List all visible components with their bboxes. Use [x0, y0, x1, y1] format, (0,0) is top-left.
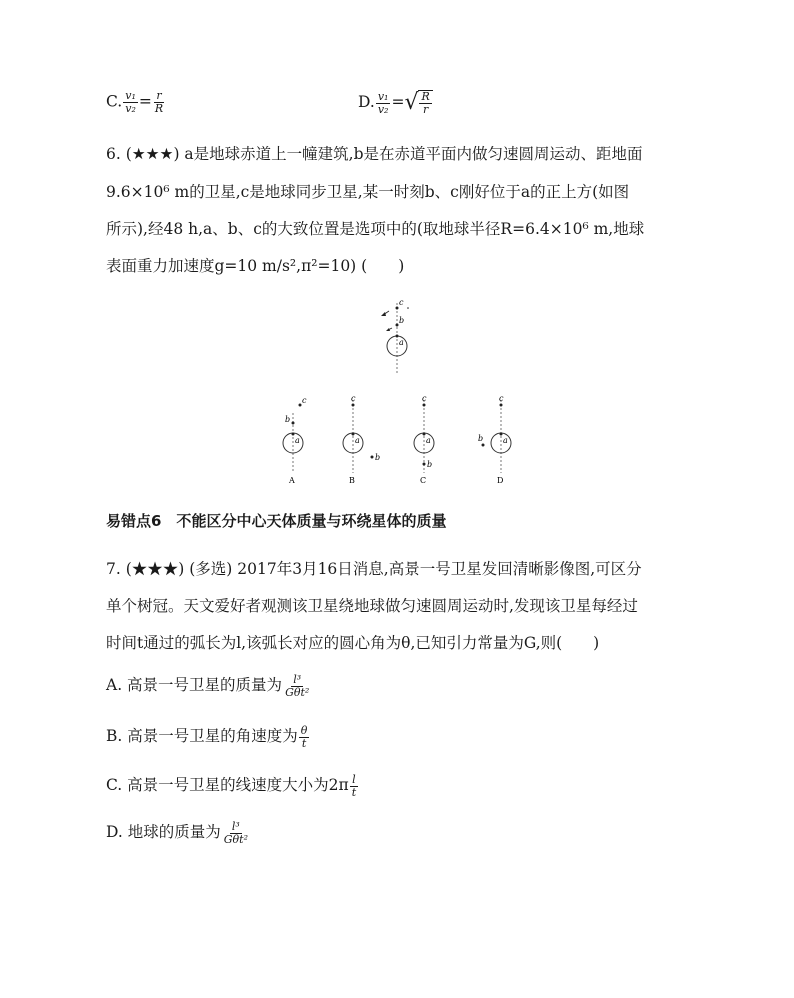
- svg-text:c: c: [399, 298, 404, 307]
- svg-text:b: b: [399, 316, 405, 325]
- option-b-diagram: [343, 394, 380, 485]
- q7-option-a: A. 高景一号卫星的质量为 $\frac{\text{l³}}{\text{Gθt²}}$: [106, 672, 310, 699]
- q7-line-1: 7. (★★★) (多选) 2017年3月16日消息,高景一号卫星发回清晰影像图,可区分: [106, 560, 642, 578]
- q7-line-2: 单个树冠。天文爱好者观测该卫星绕地球做匀速圆周运动时,发现该卫星每经过: [106, 597, 638, 615]
- svg-text:b: b: [427, 460, 433, 469]
- fraction: $\frac{\text{l³}}{\text{Gθt²}}$: [285, 672, 310, 699]
- svg-text:a: a: [295, 436, 300, 445]
- svg-text:B: B: [349, 476, 355, 485]
- option-c-prev: C. $\frac{\text{v₁}}{\text{v₂}}$ = $\frac{r}{R}$: [106, 89, 164, 115]
- sqrt-expression: √ $\frac{R}{r}$: [404, 90, 432, 116]
- fraction: $\frac{l}{t}$: [351, 772, 357, 799]
- option-d-prev: D. $\frac{\text{v₁}}{\text{v₂}}$ = √ $\frac{R}{r}$: [358, 90, 433, 116]
- q6-line-1: 6. (★★★) a是地球赤道上一幢建筑,b是在赤道平面内做匀速圆周运动、距地面: [106, 145, 643, 163]
- q6-line-4: 表面重力加速度g=10 m/s²,π²=10) ( ): [106, 257, 405, 275]
- section-heading: 易错点6 不能区分中心天体质量与环绕星体的质量: [106, 512, 447, 530]
- svg-text:c: c: [302, 396, 307, 405]
- svg-text:C: C: [420, 476, 427, 485]
- point-b: [423, 463, 426, 466]
- q6-line-3: 所示),经48 h,a、b、c的大致位置是选项中的(取地球半径R=6.4×10⁶ m,地球: [106, 220, 645, 238]
- svg-text:c: c: [422, 394, 427, 403]
- point-c: [352, 404, 355, 407]
- point-b: [292, 422, 295, 425]
- svg-text:a: a: [426, 436, 431, 445]
- option-a-diagram: [283, 396, 307, 485]
- ratio-fraction: $\frac{\text{v₁}}{\text{v₂}}$: [377, 89, 389, 116]
- svg-text:a: a: [355, 436, 360, 445]
- svg-text:D: D: [497, 476, 504, 485]
- point-c: [500, 404, 503, 407]
- svg-text:c: c: [351, 394, 356, 403]
- svg-text:c: c: [499, 394, 504, 403]
- result-fraction: $\frac{r}{R}$: [154, 89, 164, 115]
- q7-option-b: B. 高景一号卫星的角速度为 $\frac{\theta}{t}$: [106, 723, 308, 750]
- ratio-fraction: $\frac{\text{v₁}}{\text{v₂}}$: [125, 89, 136, 115]
- q7-line-3: 时间t通过的弧长为l,该弧长对应的圆心角为θ,已知引力常量为G,则( ): [106, 634, 600, 652]
- svg-text:b: b: [285, 415, 291, 424]
- point-b: [482, 444, 485, 447]
- q6-line-2: 9.6×10⁶ m的卫星,c是地球同步卫星,某一时刻b、c刚好位于a的正上方(如图: [106, 183, 630, 201]
- fraction: $\frac{\theta}{t}$: [300, 723, 308, 750]
- svg-text:b: b: [478, 434, 484, 443]
- q7-option-c: C. 高景一号卫星的线速度大小为2π $\frac{l}{t}$: [106, 772, 357, 799]
- point-b: [371, 456, 374, 459]
- point-c: [423, 404, 426, 407]
- option-d-diagram: [478, 394, 511, 485]
- option-c-diagram: [414, 394, 434, 485]
- svg-text:A: A: [289, 476, 295, 485]
- svg-text:a: a: [399, 338, 404, 347]
- q7-option-d: D. 地球的质量为 $\frac{\text{l³}}{\text{Gθt²}}$: [106, 819, 248, 846]
- orbit-figure: [0, 295, 794, 495]
- reference-diagram: [381, 298, 409, 375]
- svg-text:a: a: [503, 436, 508, 445]
- fraction: $\frac{\text{l³}}{\text{Gθt²}}$: [223, 819, 248, 846]
- svg-text:b: b: [375, 453, 381, 462]
